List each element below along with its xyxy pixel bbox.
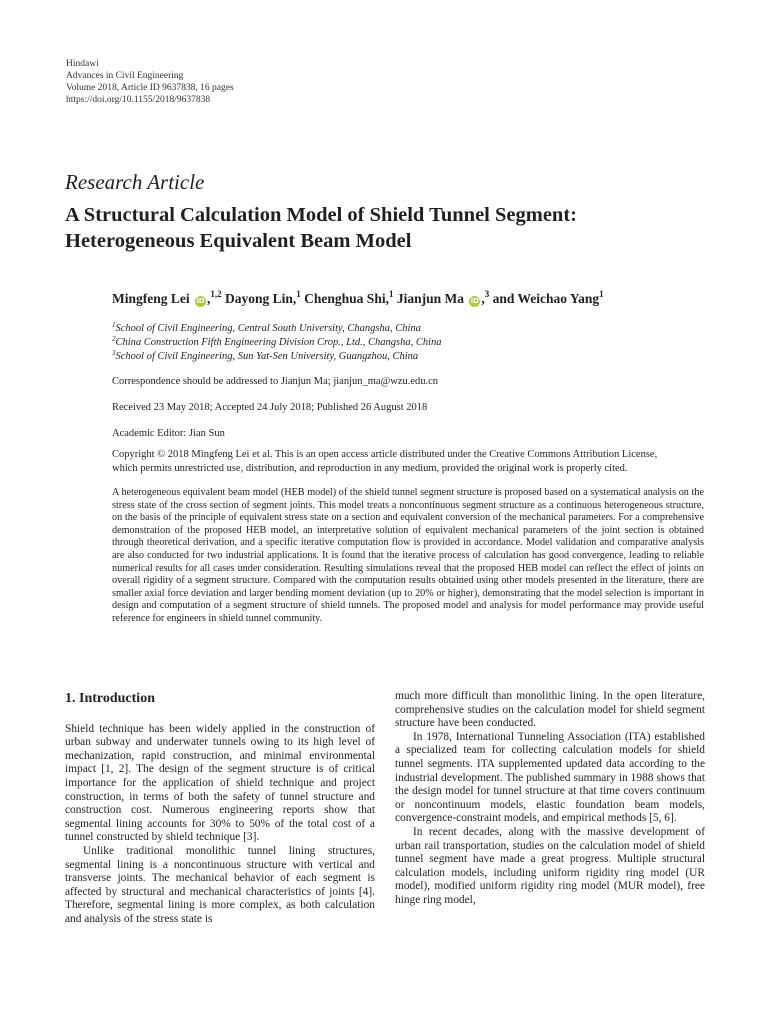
publisher-name: Hindawi: [66, 59, 99, 69]
author-affil-sup: 1: [599, 289, 604, 299]
body-column-right: [395, 690, 705, 908]
paragraph: Shield technique has been widely applied in the construction of urban subway and underwater tunnels owing to its high level of mechanization, rapid construction, and minimal environmental impact [1, 2]. The design of the segment structure is of critical importance for the application of shield technique and project construction, in terms of both the safety of tunnel structure and construction cost. Numerous engineering reports show that segmental lining accounts for 30% to 50% of the total cost of a tunnel constructed by shield technique [3].: [65, 722, 375, 844]
author-name[interactable]: Mingfeng Lei: [112, 291, 190, 306]
orcid-icon[interactable]: iD: [196, 297, 205, 305]
author-name[interactable]: Weichao Yang: [517, 291, 600, 306]
correspondence: Correspondence should be addressed to Jianjun Ma; jianjun_ma@wzu.edu.cn: [112, 376, 439, 387]
author-affil-sup: 3: [484, 289, 490, 299]
affiliations: [112, 322, 442, 364]
article-type: Research Article: [65, 170, 205, 194]
abstract: A heterogeneous equivalent beam model (HEB model) of the shield tunnel segment structure is proposed based on a systematical analysis on the stress state of the cross section of segment joints. This model treats a noncontinuous segment structure as a continuous heterogeneous structure, on the basis of the principle of equivalent stress state on a section and equivalent conversion of the mechanical parameters. For a comprehensive demonstration of the proposed HEB model, an interpretative solution of equivalent mechanical parameters of the joint section is obtained through theoretical derivation, and a specific iterative computation flow is provided in accordance. Model validation and comparative analysis are also conducted for two industrial applications. It is found that the iterative process of calculation has good convergence, leading to reliable numerical results for all cases under consideration. Resulting simulations reveal that the proposed HEB model can reflect the effect of joints on overall rigidity of a segment structure. Compared with the computation results obtained using other models presented in the literature, there are smaller axial force deviation and larger bending moment deviation (up to 20% or higher), demonstrating that the model selection is important in design and computation of a segment structure of shield tunnels. The proposed model and analysis for model performance may provide useful reference for engineers in shield tunnel community.: [112, 487, 704, 624]
publication-dates: Received 23 May 2018; Accepted 24 July 2018; Published 26 August 2018: [112, 402, 428, 413]
affiliation: $^2$China Construction Fifth Engineering Division Crop., Ltd., Changsha, China: [112, 335, 442, 348]
affiliation: $^1$School of Civil Engineering, Central South University, Changsha, China: [112, 321, 421, 334]
body-column-left: [65, 690, 375, 927]
author-list: Mingfeng Lei iD ,$^{1,2}$ Dayong Lin,$^1$ Chenghua Shi,$^1$ Jianjun Ma iD ,$^3$ and Weichao Yang$^1$: [112, 289, 604, 306]
title-line-2: Heterogeneous Equivalent Beam Model: [65, 230, 412, 252]
paper-title: [65, 202, 705, 254]
paragraph: Unlike traditional monolithic tunnel lining structures, segmental lining is a noncontinuous structure with vertical and transverse joints. The mechanical behavior of each segment is affected by structural and mechanical characteristics of joints [4]. Therefore, segmental lining is more complex, as both calculation and analysis of the stress state is: [65, 844, 375, 925]
volume-info: Volume 2018, Article ID 9637838, 16 pages: [66, 83, 234, 93]
paragraph: much more difficult than monolithic lining. In the open literature, comprehensive studies on the calculation model for shield segment structure have been conducted.: [395, 690, 705, 730]
affiliation: $^3$School of Civil Engineering, Sun Yat-Sen University, Guangzhou, China: [112, 349, 419, 362]
copyright-notice: Copyright © 2018 Mingfeng Lei et al. This is an open access article distributed under the Creative Commons Attribution License, which permits unrestricted use, distribution, and reproduction in any medium, provided the original work is properly cited.: [112, 449, 658, 474]
section-heading: 1. Introduction: [65, 691, 155, 706]
paragraph: In 1978, International Tunneling Association (ITA) established a specialized team for collecting calculation models for shield tunnel segments. ITA supplemented updated data according to the industrial development. The published summary in 1988 shows that the design model for tunnel structure at that time covers continuum or noncontinuum models, elastic foundation beam models, convergence-constraint models, and empirical methods [5, 6].: [395, 730, 705, 825]
author-affil-sup: 1: [296, 289, 301, 299]
author-and: and: [492, 291, 515, 306]
author-affil-sup: 1,2: [210, 289, 222, 299]
author-name[interactable]: Dayong Lin: [225, 291, 293, 306]
author-affil-sup: 1: [388, 289, 394, 299]
doi-link[interactable]: https://doi.org/10.1155/2018/9637838: [66, 95, 211, 105]
title-line-1: A Structural Calculation Model of Shield Tunnel Segment:: [65, 204, 577, 226]
journal-header: [66, 58, 234, 106]
paragraph: In recent decades, along with the massive development of urban rail transportation, studies on the calculation model of shield tunnel segment have made a great progress. Multiple structural calculation models, including uniform rigidity ring model (UR model), modified uniform rigidity ring model (MUR model), free hinge ring model,: [395, 825, 705, 906]
author-name[interactable]: Jianjun Ma: [396, 291, 464, 306]
orcid-icon[interactable]: iD: [470, 297, 479, 305]
journal-name: Advances in Civil Engineering: [66, 71, 184, 81]
author-name[interactable]: Chenghua Shi: [304, 291, 386, 306]
academic-editor: Academic Editor: Jian Sun: [112, 428, 225, 439]
